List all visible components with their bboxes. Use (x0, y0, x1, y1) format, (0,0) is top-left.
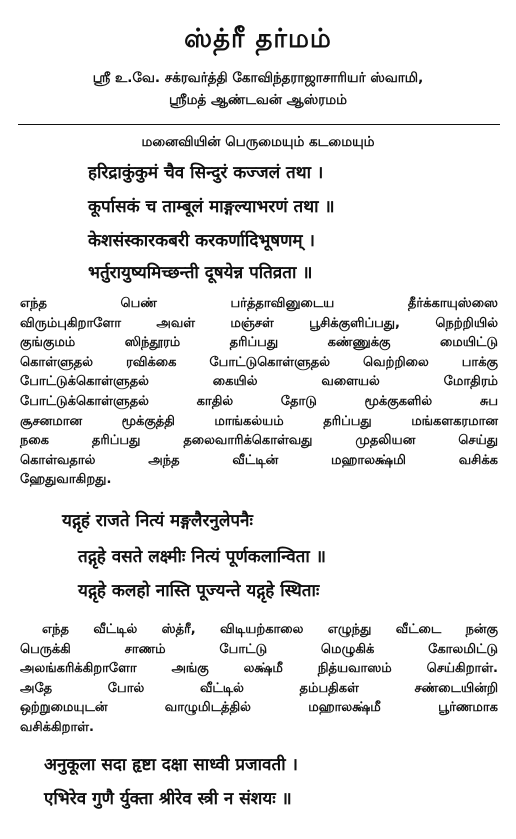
paragraph1-line: சூசனமான மூக்குத்தி மாங்கல்யம் தரிப்பது மங்களகரமான (20, 413, 498, 429)
section-heading: மனைவியின் பெருமையும் கடமையும் (141, 134, 375, 150)
paragraph2-line: எந்த வீட்டில் ஸ்த்ரீ, விடியற்காலை எழுந்து வீட்டை நன்கு (42, 622, 498, 637)
paragraph-2 (20, 620, 498, 738)
author-line-1: ஸ்ரீ உ.வே. சக்ரவர்த்தி கோவிந்தராஜாசாரியர் ஸ்வாமி, (92, 70, 424, 86)
verse3-line-1: अनुकूला सदा हृष्टा दक्षा साध्वी प्रजावती । (44, 755, 298, 775)
paragraph1-line: விரும்புகிறாளோ அவள் மஞ்சள் பூசிக்குளிப்பது, நெற்றியில் (20, 315, 498, 331)
paragraph1-line: ஹேதுவாகிறது. (20, 472, 112, 488)
paragraph1-line: நகை தரிப்பது தலைவாரிக்கொள்வது முதலியன செய்து (20, 433, 498, 449)
verse2-line-3: यद्गृहे कलहो नास्ति पूज्यन्ते यद्गृहे स्थिताः (78, 581, 320, 601)
paragraph2-line: வசிக்கிறாள். (20, 719, 94, 735)
verse2-line-1: यद्गृहं राजते नित्यं मङ्गलैरनुलेपनैः (62, 511, 253, 531)
paragraph1-line: கொள்வதால் அந்த வீட்டின் மஹாலக்ஷ்மி வசிக்க (20, 452, 498, 468)
paragraph2-line: பெருக்கி சாணம் போட்டு மெழுகிக் கோலமிட்டு (20, 641, 498, 657)
paragraph1-line: போட்டுக்கொள்ளுதல் கையில் வளையல் மோதிரம் (20, 374, 498, 390)
verse1-line-3: केशसंस्कारकबरी करकर्णादिभूषणम् । (88, 231, 315, 251)
paragraph2-line: அதே போல் வீட்டில் தம்பதிகள் சண்டையின்றி (20, 680, 498, 696)
divider-rule (18, 124, 500, 125)
verse1-line-2: कूर्पासकं च ताम्बूलं माङ्गल्याभरणं तथा ॥ (88, 197, 335, 217)
paragraph-1 (20, 294, 498, 490)
page-title: ஸ்த்ரீ தர்மம் (184, 24, 332, 54)
verse1-line-4: भर्तुरायुष्यमिच्छन्ती दूषयेन्न पतिव्रता ॥ (88, 263, 313, 283)
paragraph1-line: எந்த பெண் பர்த்தாவினுடைய தீர்க்காயுஸ்ஸை (20, 296, 498, 311)
verse1-line-1: हरिद्राकुंकुमं चैव सिन्दुरं कज्जलं तथा । (88, 163, 324, 183)
verse3-line-2: एभिरेव गुणै र्युक्ता श्रीरेव स्त्री न संशयः ॥ (44, 789, 292, 809)
author-line-2: ஸ்ரீமத் ஆண்டவன் ஆஸ்ரமம் (169, 92, 347, 108)
paragraph1-line: குங்குமம் ஸிந்தூரம் தரிப்பது கண்ணுக்கு மையிட்டு (20, 335, 498, 351)
paragraph2-line: ஒற்றுமையுடன் வாழுமிடத்தில் மஹாலக்ஷ்மீ பூர்ணமாக (20, 700, 498, 716)
paragraph1-line: கொள்ளுதல் ரவிக்கை போட்டுகொள்ளுதல் வெற்றிலை பாக்கு (20, 354, 498, 370)
paragraph2-line: அலங்கரிக்கிறாளோ அங்கு லக்ஷ்மீ நித்யவாஸம் செய்கிறாள். (20, 661, 498, 677)
verse2-line-2: तद्गृहे वसते लक्ष्मीः नित्यं पूर्णकलान्विता ॥ (78, 547, 326, 567)
paragraph1-line: போட்டுக்கொள்ளுதல் காதில் தோடு மூக்குகளில் சுப (20, 393, 498, 409)
